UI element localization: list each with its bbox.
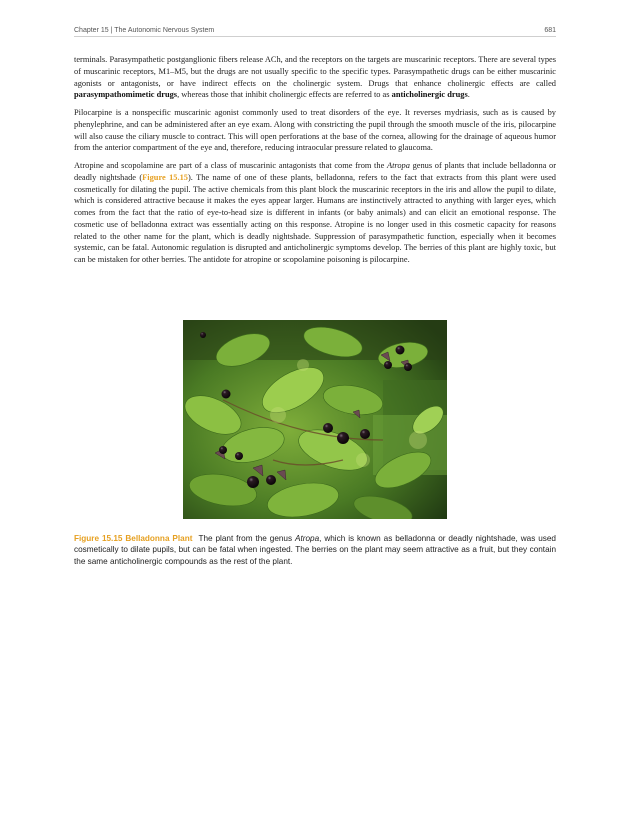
- paragraph-text: genus of plants that include belladonna or deadly nightshade (: [74, 161, 556, 182]
- figure-reference-link[interactable]: Figure 15.15: [142, 172, 188, 182]
- paragraph-text: Atropine and scopolamine are part of a class of muscarinic antagonists that come from the: [74, 161, 387, 170]
- figure-caption: [74, 533, 556, 567]
- page-number: 681: [544, 26, 556, 34]
- genus-name: Atropa: [386, 161, 410, 170]
- caption-text: The plant from the genus: [198, 534, 296, 543]
- paragraph-pilocarpine: Pilocarpine is a nonspecific muscarinic agonist commonly used to treat disorders of the eye. It reverses mydriasis, such as is caused by phenylephrine, and can be administered after an eye exam. Along with constricting the pupil through the smooth muscle of the iris, pilocarpine will also cause the ciliary muscle to contract. This will open perforations at the base of the cornea, allowing for the drainage of aqueous humor from the anterior compartment of the eye and, therefore, reducing intraocular pressure related to glaucoma.: [74, 108, 556, 153]
- chapter-title: Chapter 15 | The Autonomic Nervous System: [74, 26, 215, 34]
- running-header: [74, 23, 556, 37]
- caption-genus: Atropa: [295, 534, 320, 543]
- paragraph-text: terminals. Parasympathetic postganglionic fibers release ACh, and the receptors on the targets are muscarinic receptors. There are several types of muscarinic receptors, M1–M5, but the drugs are not usually specific to the specific types. Parasympathetic drugs can be either muscarinic agonists or antagonists, or have indirect effects on the cholinergic system. Drugs that enhance cholinergic effects are called: [74, 55, 556, 88]
- paragraph-text: .: [467, 90, 470, 100]
- term-anticholinergic: anticholinergic drugs: [391, 90, 468, 100]
- paragraph-text: ). The name of one of these plants, belladonna, refers to the fact that extracts from this plant were used cosmetically for dilating the pupil. The active chemicals from this plant block the muscarinic receptors in the iris and allow the pupil to dilate, which is considered attractive because it makes the eyes appear larger. Humans are instinctively attracted to anything with larger eyes, which comes from the fact that the ratio of eye-to-head size is different in infants (or baby animals) and can elicit an emotional response. The cosmetic use of belladonna extract was essentially acting on this response. Atropine is no longer used in this cosmetic capacity for reasons related to the other name for the plant, which is deadly nightshade. Suppression of parasympathetic function, especially when it becomes systemic, can be fatal. Autonomic regulation is disrupted and anticholinergic symptoms develop. The berries of this plant are highly toxic, but can be mistaken for other berries. The antidote for atropine or scopolamine poisoning is pilocarpine.: [74, 172, 556, 264]
- body-text: [74, 54, 556, 272]
- caption-text: , which is known as belladonna or deadly nightshade, was used cosmetically to dilate pupils, but can be fatal when ingested. The berries on the plant may seem attractive as a fruit, but they contain the same anticholinergic compounds as the rest of the plant.: [74, 534, 556, 566]
- header-divider: [74, 36, 556, 37]
- belladonna-photo: [183, 320, 447, 519]
- figure-label: Figure 15.15 Belladonna Plant: [74, 534, 193, 543]
- paragraph-text: , whereas those that inhibit cholinergic effects are referred to as: [177, 90, 392, 100]
- term-parasympathomimetic: parasympathomimetic drugs: [74, 90, 178, 100]
- paragraph-atropine: [74, 160, 556, 266]
- paragraph-parasympathetic-drugs: [74, 54, 556, 101]
